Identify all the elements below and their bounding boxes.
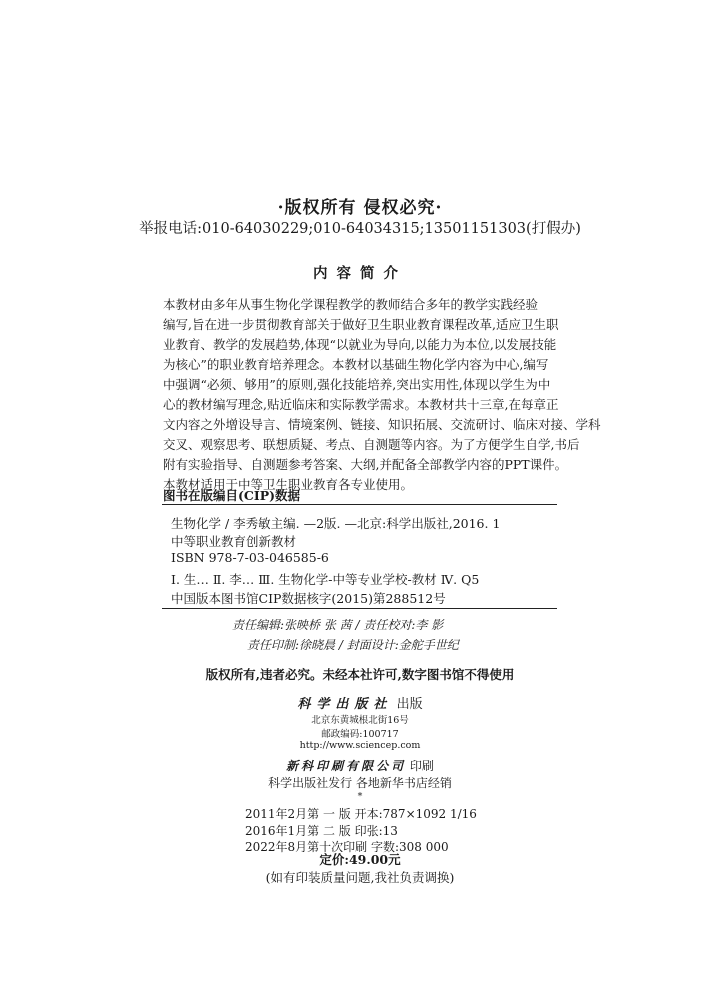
publisher-name: 科学出版社 (297, 697, 393, 712)
publisher-address: 北京东黄城根北街16号 (311, 715, 409, 726)
publisher-url: http://www.sciencep.com (299, 740, 421, 751)
usage-notice: 版权所有,违者必究。未经本社许可,数字图书馆不得使用 (205, 667, 515, 682)
copyright-heading: ·版权所有 侵权必究· (277, 198, 443, 218)
summary-line: 编写,旨在进一步贯彻教育部关于做好卫生职业教育课程改革,适应卫生职 (163, 317, 559, 332)
production-line: 责任印制:徐晓晨 / 封面设计:金舵手世纪 (247, 638, 459, 652)
summary-line: 本教材适用于中等卫生职业教育各专业使用。 (163, 477, 414, 492)
cip-title: 图书在版编目(CIP)数据 (163, 488, 301, 503)
edition-line: 2022年8月第十次印刷 字数:308 000 (245, 840, 449, 854)
distribution-line: 科学出版社发行 各地新华书店经销 (268, 776, 452, 790)
cip-line: ISBN 978-7-03-046585-6 (171, 550, 329, 565)
printer-line (0, 757, 720, 774)
summary-line: 心的教材编写理念,贴近临床和实际教学需求。本教材共十三章,在每章正 (163, 397, 559, 412)
summary-line: 业教育、教学的发展趋势,体现“以就业为导向,以能力为本位,以发展技能 (163, 337, 557, 352)
cip-line: Ⅰ. 生… Ⅱ. 李… Ⅲ. 生物化学-中等专业学校-教材 Ⅳ. Q5 (171, 572, 480, 587)
quality-note: (如有印装质量问题,我社负责调换) (265, 870, 455, 885)
summary-title: 内容简介 (313, 265, 407, 282)
printer-name: 新科印刷有限公司 (286, 759, 407, 773)
summary-line: 为核心”的职业教育培养理念。本教材以基础生物化学内容为中心,编写 (163, 357, 549, 372)
summary-line: 交叉、观察思考、联想质疑、考点、自测题等内容。为了方便学生自学,书后 (163, 437, 580, 452)
cip-line: 生物化学 / 李秀敏主编. —2版. —北京:科学出版社,2016. 1 (171, 516, 501, 531)
publisher-suffix: 出版 (396, 697, 423, 712)
summary-line: 附有实验指导、自测题参考答案、大纲,并配备全部教学内容的PPT课件。 (163, 457, 568, 472)
publisher-line (0, 693, 720, 712)
edition-line: 2016年1月第 二 版 印张:13 (245, 824, 398, 838)
price: 定价:49.00元 (319, 852, 401, 867)
summary-line: 文内容之外增设导言、情境案例、链接、知识拓展、交流研讨、临床对接、学科 (163, 417, 601, 432)
cip-line: 中等职业教育创新教材 (171, 534, 297, 549)
cip-line: 中国版本图书馆CIP数据核字(2015)第288512号 (171, 591, 446, 606)
star-separator: * (357, 791, 363, 802)
editors-line: 责任编辑:张映桥 张 茜 / 责任校对:李 影 (232, 618, 444, 632)
summary-line: 本教材由多年从事生物化学课程教学的教师结合多年的教学实践经验 (163, 297, 539, 312)
edition-line: 2011年2月第 一 版 开本:787×1092 1/16 (245, 807, 477, 821)
report-phone: 举报电话:010-64030229;010-64034315;13501151303(打假办) (139, 221, 581, 237)
publisher-postcode: 邮政编码:100717 (321, 729, 399, 740)
summary-line: 中强调“必须、够用”的原则,强化技能培养,突出实用性,体现以学生为中 (163, 377, 551, 392)
printer-suffix: 印刷 (409, 759, 434, 773)
